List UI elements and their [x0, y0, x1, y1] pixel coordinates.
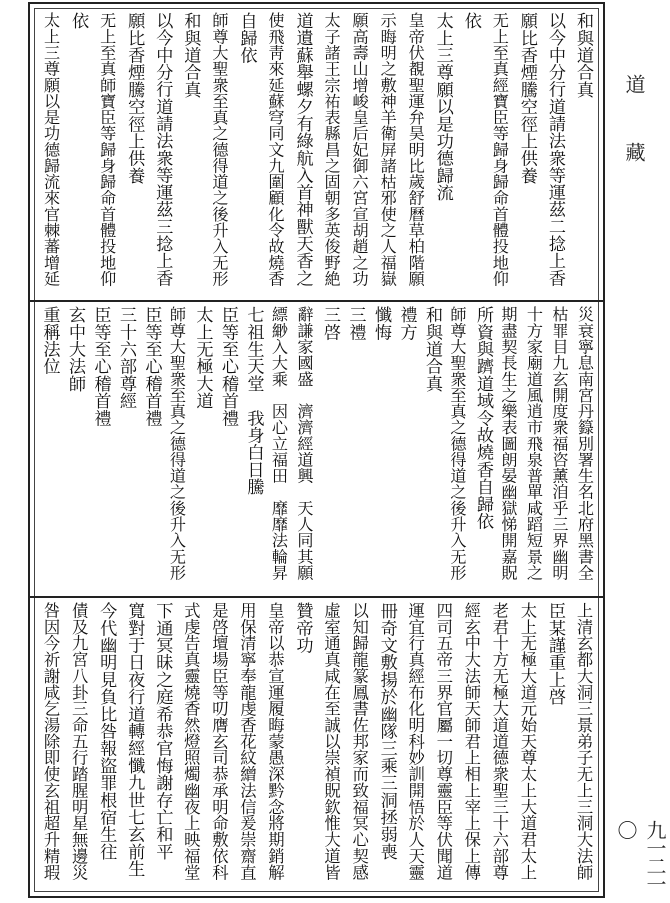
text-column: 皇帝伏覩聖運弁昊明比歲舒曆草柏階願 [405, 12, 425, 287]
text-column: 示晦明之敷神羊衛屏諸枯邪使之人福嶽 [377, 12, 397, 287]
text-column: 皇帝以恭宣運履晦蒙愚深黔念將期銷解 [265, 602, 285, 881]
text-column: 臣等至心稽首禮 [141, 306, 162, 427]
text-column: 所資與躋道域令故燒香自歸依 [473, 306, 493, 530]
text-column: 上清玄都大洞三景弟子无上三洞大法師 [574, 602, 593, 881]
text-column: 以今中分行道請法衆等運茲二捻上香 [544, 12, 565, 287]
text-column: 臣等至心稽首禮 [218, 306, 238, 427]
text-column: 太子諸王宗祐表縣昌之固朝多英俊野絶 [321, 12, 341, 287]
text-column: 枯罪目九玄開度衆福咨薰洎乎三界幽明 [549, 306, 569, 581]
text-column: 用保清寧奉龍虔香花紋繒法信爰崇齋直 [237, 602, 257, 881]
margin-title-char-2: 藏 [622, 142, 646, 162]
text-column: 願比香煙騰空徑上供養 [516, 12, 537, 184]
page-frame [28, 2, 605, 898]
text-column: 懺悔 [371, 306, 391, 341]
text-column: 道遺蘇舉螺夕有綠航入首神獸天香之 [292, 12, 313, 287]
text-column: 和與道合真 [573, 12, 593, 98]
panel-middle-columns [36, 306, 597, 590]
panel-top-columns [36, 12, 597, 296]
divider-top [30, 300, 603, 302]
margin-title-char-1: 道 [622, 74, 646, 94]
panel-bottom-columns [36, 602, 597, 890]
text-column: 債及九宮八卦三命五行踏腥明星無邊災 [69, 602, 89, 881]
text-column: 三啓 [320, 306, 340, 341]
panel-middle [36, 306, 597, 590]
text-column: 三十六部尊經 [116, 306, 136, 410]
text-column: 十方家廟道風逍市飛泉普單咸蹈短景之 [524, 306, 543, 581]
text-column: 无上至真師寶臣等歸身歸命首體投地仰 [97, 12, 117, 287]
text-column: 三禮 [345, 306, 366, 341]
text-column: 和與道合真 [422, 306, 442, 392]
text-column: 依 [68, 12, 89, 30]
text-column: 是啓壇場臣等叨膺玄司恭承明命敷依科 [209, 602, 229, 881]
text-column: 太上三尊願以是功德歸流來官棘蕃增延 [41, 12, 61, 287]
text-column: 咎因今祈謝咸乞湯除即使玄祖超升精瑕 [41, 602, 61, 881]
text-column: 四司五帝三界官屬一切尊靈臣等伏聞道 [433, 602, 453, 881]
page-number: 九一二一〇 [614, 820, 667, 892]
text-column: 臣等至心稽首禮 [90, 306, 111, 427]
text-column: 臣某謹重上啓 [544, 602, 565, 706]
text-column: 无上至真經寶臣等歸身歸命首體投地仰 [489, 12, 509, 287]
text-column: 以今中分行道請法衆等運茲三捻上香 [152, 12, 173, 287]
text-column: 期盡契長生之樂表圖朗晏幽獄悌開嘉貺 [498, 306, 518, 581]
text-column: 辭謙家國盛 濟濟經道興 天人同其願 [294, 306, 314, 581]
text-column: 以知歸龍篆鳳書佐邦家而致福冥心契感 [349, 602, 369, 881]
text-column: 災衰寧息南宮丹籙別署生名北府黑書全 [575, 306, 594, 581]
text-column: 下通冥昧之庭希恭官悔謝存亡和平 [152, 602, 173, 860]
panel-bottom [36, 602, 597, 890]
text-column: 師尊大聖衆至真之德得道之後升入无形 [167, 306, 186, 581]
text-column: 師尊大聖衆至真之德得道之後升入无形 [209, 12, 229, 287]
text-column: 太上三尊願以是功德歸流 [432, 12, 453, 202]
text-column: 太上无極大道元始天尊太上大道君太上 [517, 602, 537, 881]
text-column: 經玄中大法師天師君上相上宰上保上傳 [461, 602, 481, 881]
text-column: 和與道合真 [180, 12, 201, 98]
text-column: 贊帝功 [292, 602, 313, 654]
text-column: 師尊大聖衆至真之德得道之後升入无形 [447, 306, 467, 581]
text-column: 願高壽山增峻皇后妃御六宮宣胡趙之功 [349, 12, 369, 287]
text-column: 禮方 [396, 306, 417, 341]
panel-top [36, 12, 597, 296]
text-column: 式虔告真靈燒香然燈照燭幽夜上映福堂 [181, 602, 201, 881]
text-column: 依 [460, 12, 481, 30]
text-column: 縹緲入大乘 因心立福田 靡靡法輪昇 [269, 306, 288, 581]
text-column: 願比香煙騰空徑上供養 [124, 12, 145, 184]
text-column: 七祖生天堂 我身白日騰 [243, 306, 264, 496]
text-column: 重稱法位 [39, 306, 60, 375]
text-column: 使飛靑來延蘇穹同文九圍顧化令故燒香 [265, 12, 285, 287]
divider-middle [30, 596, 603, 598]
text-column: 自歸依 [236, 12, 257, 64]
text-column: 運宜行真經布化明科妙訓開悟於人天靈 [405, 602, 425, 881]
text-column: 寬對于日夜行道轉經懺九世七玄前生 [124, 602, 145, 878]
text-column: 老君十方无極大道道德衆聖三十六部尊 [489, 602, 509, 881]
text-column: 冊奇文敷揚於幽隊三乘三洞拯弱喪 [376, 602, 397, 860]
text-column: 玄中大法師 [65, 306, 85, 392]
text-column: 太上无極大道 [192, 306, 213, 410]
text-column: 今代幽明見負比咎報盜罪根宿生往 [96, 602, 117, 860]
text-column: 虛室通真咸在至誠以崇禎貺欽惟大道皆 [321, 602, 341, 881]
